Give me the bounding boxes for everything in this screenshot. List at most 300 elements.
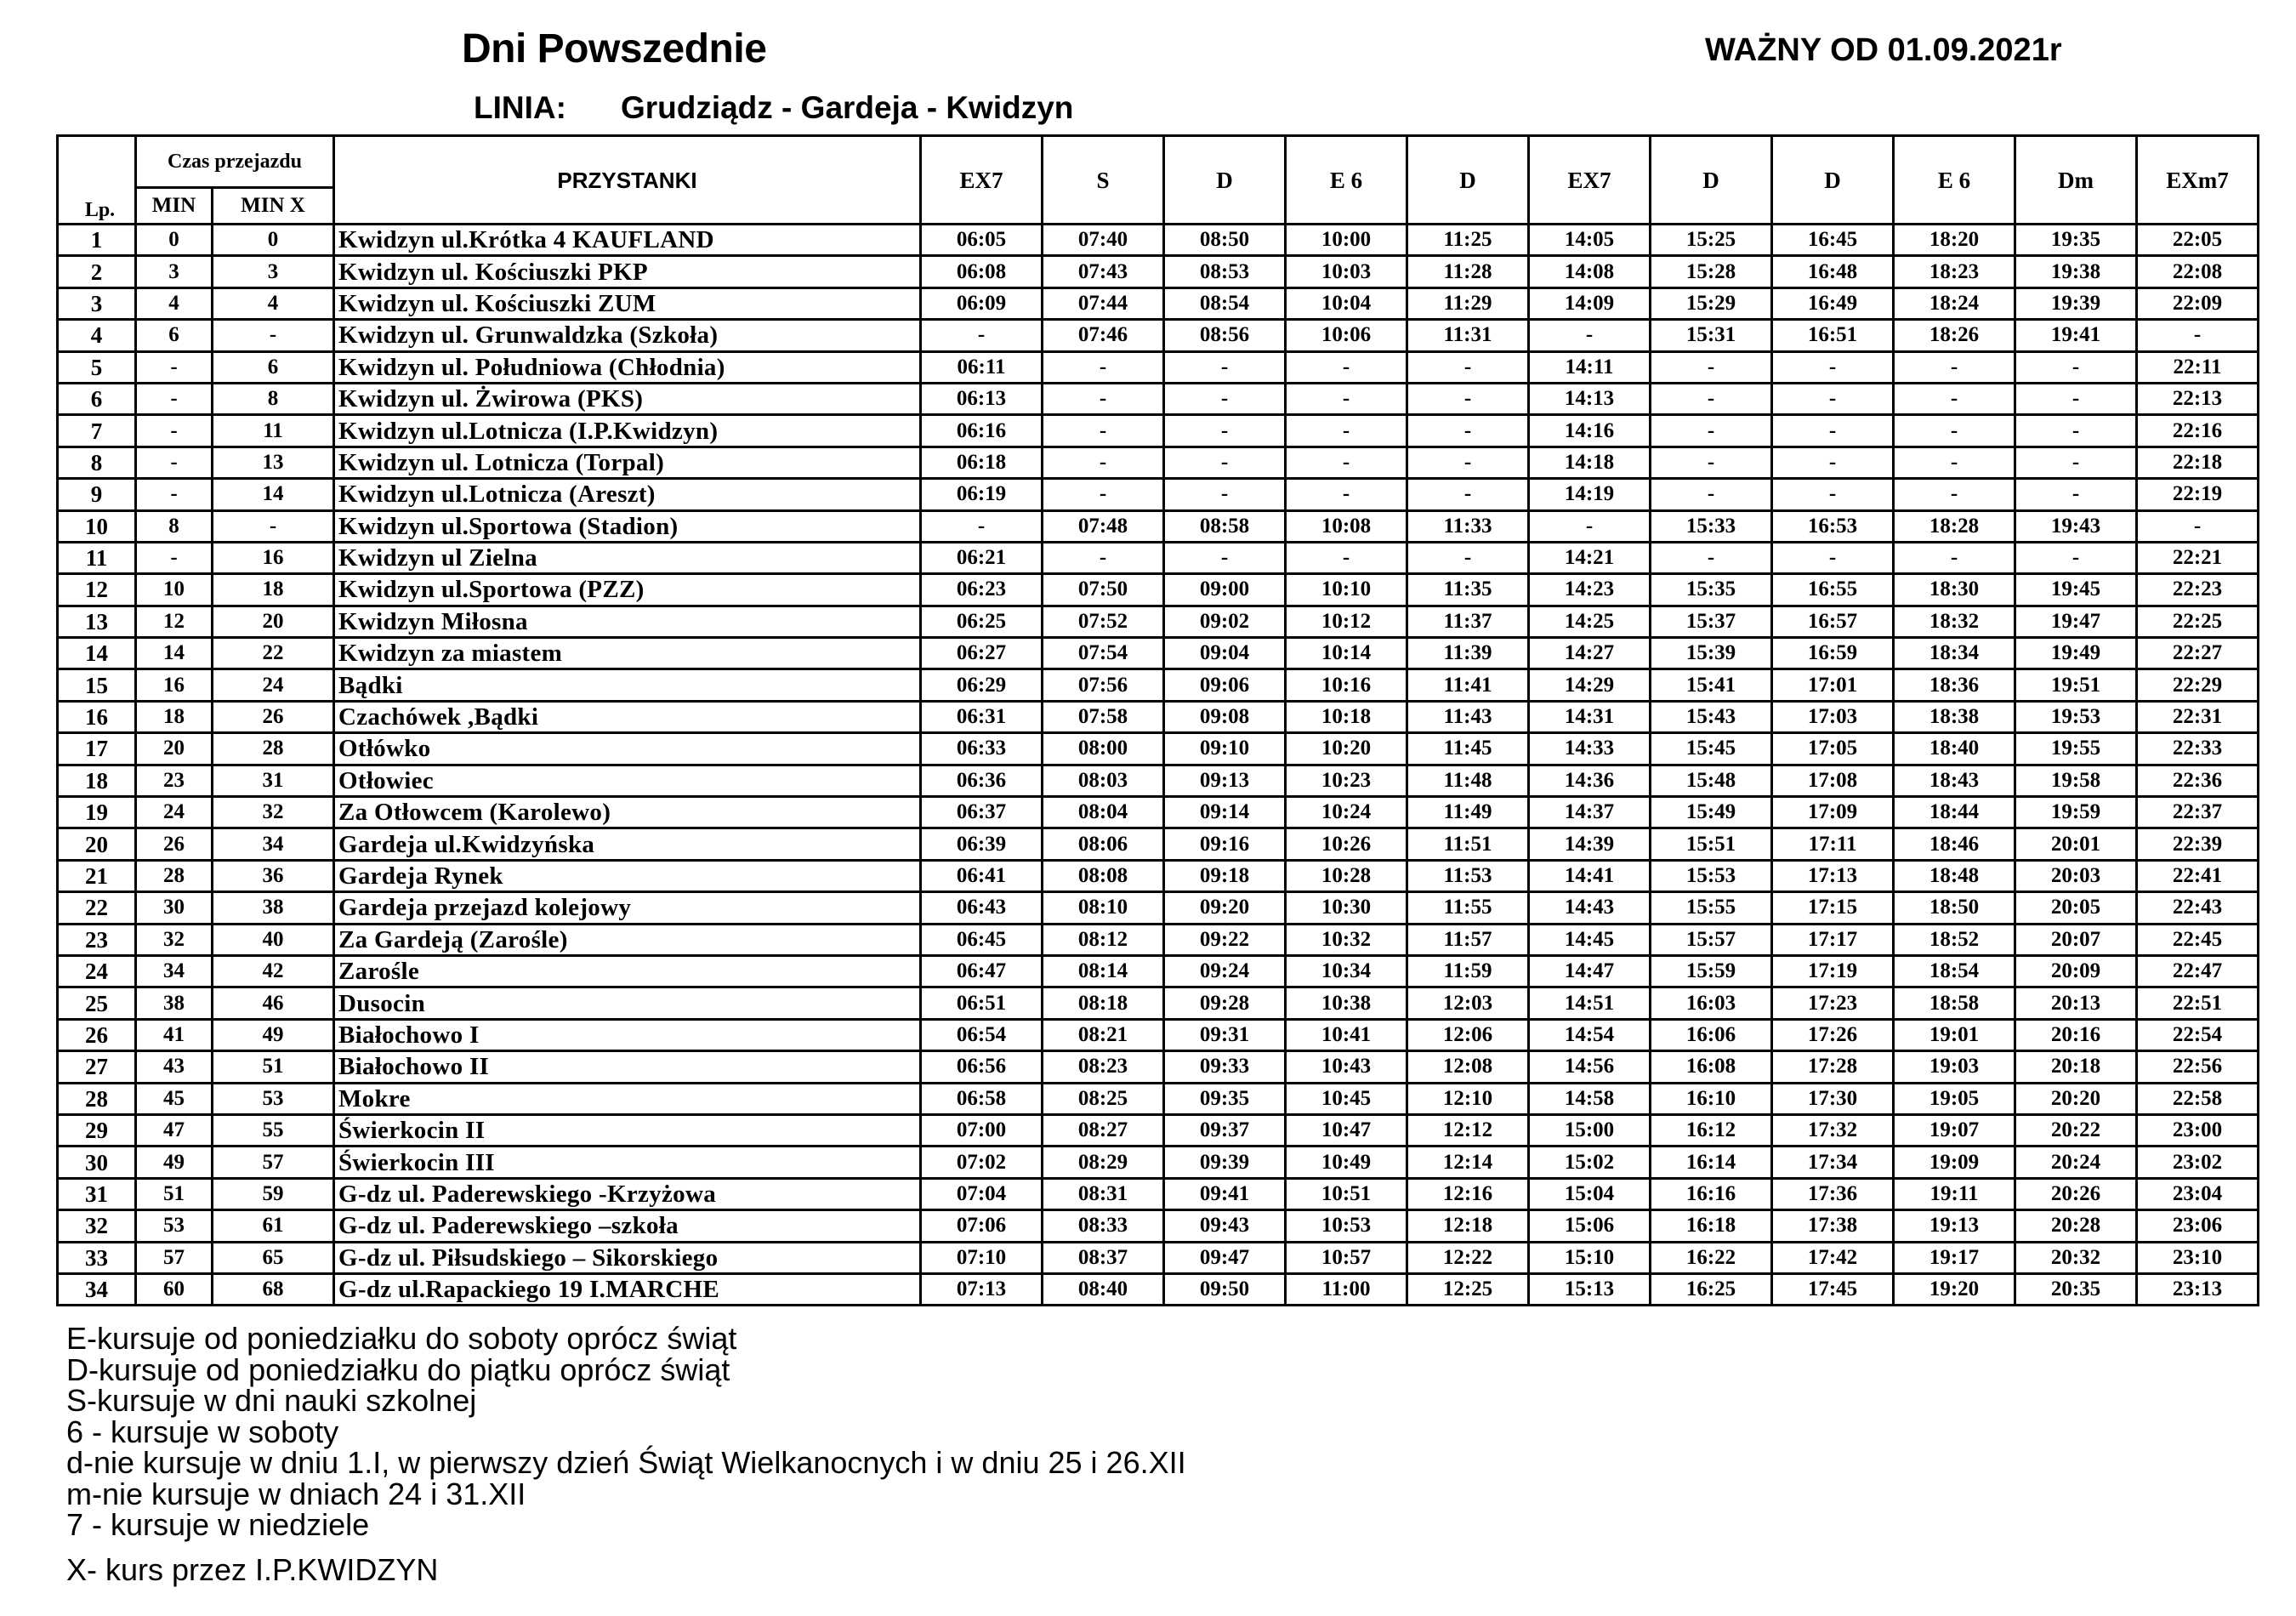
departure-time: 19:11 [1894, 1178, 2015, 1209]
departure-time: 22:18 [2137, 447, 2259, 478]
table-row [58, 638, 2259, 669]
row-number: 14 [58, 638, 136, 669]
departure-time: 18:26 [1894, 320, 2015, 351]
row-number: 31 [58, 1178, 136, 1209]
departure-time: - [1407, 447, 1529, 478]
departure-time: 18:44 [1894, 797, 2015, 828]
departure-time: - [1651, 351, 1772, 383]
table-row [58, 797, 2259, 828]
departure-time: 19:01 [1894, 1019, 2015, 1050]
travel-min-x: 20 [213, 606, 334, 637]
travel-min: - [136, 383, 213, 414]
travel-min: 34 [136, 955, 213, 987]
departure-time: 22:45 [2137, 924, 2259, 955]
departure-time: 09:39 [1164, 1147, 1286, 1178]
departure-time: 18:48 [1894, 860, 2015, 891]
travel-min-x: 26 [213, 701, 334, 732]
departure-time: 22:39 [2137, 828, 2259, 860]
departure-time: 15:04 [1529, 1178, 1651, 1209]
legend [66, 1323, 1186, 1585]
departure-time: 08:06 [1043, 828, 1164, 860]
departure-time: 08:53 [1164, 256, 1286, 287]
departure-time: 17:26 [1772, 1019, 1894, 1050]
travel-min-x: 22 [213, 638, 334, 669]
departure-time: 07:10 [921, 1242, 1043, 1273]
departure-time: 10:45 [1286, 1083, 1407, 1114]
table-row [58, 351, 2259, 383]
row-number: 12 [58, 574, 136, 606]
departure-time: 08:40 [1043, 1273, 1164, 1305]
travel-min-x: 28 [213, 733, 334, 765]
stop-name: Czachówek ,Bądki [334, 701, 921, 732]
departure-time: - [1043, 415, 1164, 447]
table-row [58, 542, 2259, 573]
table-row [58, 256, 2259, 287]
timetable-header [58, 136, 2259, 225]
legend-item: S-kursuje w dni nauki szkolnej [66, 1383, 477, 1418]
table-row [58, 1147, 2259, 1178]
departure-time: 15:43 [1651, 701, 1772, 732]
departure-time: - [1772, 447, 1894, 478]
table-row [58, 1273, 2259, 1305]
departure-time: 18:50 [1894, 892, 2015, 924]
table-row [58, 924, 2259, 955]
departure-time: 11:35 [1407, 574, 1529, 606]
departure-time: 09:20 [1164, 892, 1286, 924]
departure-time: - [1164, 351, 1286, 383]
row-number: 23 [58, 924, 136, 955]
departure-time: 06:51 [921, 987, 1043, 1019]
travel-min-x: 51 [213, 1051, 334, 1083]
departure-time: 20:32 [2015, 1242, 2137, 1273]
table-row [58, 479, 2259, 510]
travel-min: 60 [136, 1273, 213, 1305]
departure-time: 11:45 [1407, 733, 1529, 765]
row-number: 9 [58, 479, 136, 510]
travel-min-x: 3 [213, 256, 334, 287]
departure-time: 10:24 [1286, 797, 1407, 828]
departure-time: 11:57 [1407, 924, 1529, 955]
departure-time: 10:30 [1286, 892, 1407, 924]
departure-time: 09:43 [1164, 1210, 1286, 1242]
travel-min: 26 [136, 828, 213, 860]
departure-time: 18:28 [1894, 510, 2015, 542]
departure-time: 16:51 [1772, 320, 1894, 351]
departure-time: - [2015, 447, 2137, 478]
departure-time: 15:25 [1651, 225, 1772, 256]
departure-time: 22:51 [2137, 987, 2259, 1019]
departure-time: 09:18 [1164, 860, 1286, 891]
departure-time: 11:33 [1407, 510, 1529, 542]
departure-time: 11:31 [1407, 320, 1529, 351]
row-number: 21 [58, 860, 136, 891]
departure-time: 15:57 [1651, 924, 1772, 955]
departure-time: 17:45 [1772, 1273, 1894, 1305]
travel-min: - [136, 479, 213, 510]
departure-time: 19:43 [2015, 510, 2137, 542]
travel-min: 32 [136, 924, 213, 955]
departure-time: 10:08 [1286, 510, 1407, 542]
departure-time: 06:11 [921, 351, 1043, 383]
row-number: 11 [58, 542, 136, 573]
timetable [56, 134, 2259, 1306]
departure-time: 14:29 [1529, 669, 1651, 701]
stop-name: Za Otłowcem (Karolewo) [334, 797, 921, 828]
stop-name: Kwidzyn ul. Południowa (Chłodnia) [334, 351, 921, 383]
departure-time: 10:26 [1286, 828, 1407, 860]
departure-time: 20:07 [2015, 924, 2137, 955]
table-row [58, 669, 2259, 701]
departure-time: 15:41 [1651, 669, 1772, 701]
departure-time: 10:47 [1286, 1114, 1407, 1146]
departure-time: 16:03 [1651, 987, 1772, 1019]
departure-time: 15:13 [1529, 1273, 1651, 1305]
travel-min-x: 55 [213, 1114, 334, 1146]
departure-time: - [1894, 351, 2015, 383]
departure-time: 14:05 [1529, 225, 1651, 256]
departure-time: 22:29 [2137, 669, 2259, 701]
departure-time: 07:46 [1043, 320, 1164, 351]
travel-min: 38 [136, 987, 213, 1019]
departure-time: 09:06 [1164, 669, 1286, 701]
course-header: EX7 [921, 136, 1043, 225]
stop-name: Kwidzyn ul. Lotnicza (Torpal) [334, 447, 921, 478]
departure-time: - [1164, 447, 1286, 478]
departure-time: 11:48 [1407, 765, 1529, 796]
departure-time: 08:14 [1043, 955, 1164, 987]
departure-time: 20:09 [2015, 955, 2137, 987]
departure-time: 16:06 [1651, 1019, 1772, 1050]
departure-time: 17:42 [1772, 1242, 1894, 1273]
departure-time: 22:13 [2137, 383, 2259, 414]
row-number: 34 [58, 1273, 136, 1305]
departure-time: 19:07 [1894, 1114, 2015, 1146]
departure-time: 22:16 [2137, 415, 2259, 447]
valid-from-date: WAŻNY OD 01.09.2021r [1705, 32, 2062, 68]
departure-time: - [2015, 479, 2137, 510]
travel-min-x: 40 [213, 924, 334, 955]
departure-time: 07:02 [921, 1147, 1043, 1178]
departure-time: - [1894, 415, 2015, 447]
travel-min: 23 [136, 765, 213, 796]
departure-time: 14:36 [1529, 765, 1651, 796]
departure-time: 10:18 [1286, 701, 1407, 732]
departure-time: 19:05 [1894, 1083, 2015, 1114]
travel-min: - [136, 542, 213, 573]
travel-min-x: 65 [213, 1242, 334, 1273]
departure-time: 20:13 [2015, 987, 2137, 1019]
departure-time: 06:08 [921, 256, 1043, 287]
departure-time: 22:47 [2137, 955, 2259, 987]
course-header: EXm7 [2137, 136, 2259, 225]
departure-time: - [2137, 510, 2259, 542]
departure-time: 16:59 [1772, 638, 1894, 669]
departure-time: 08:12 [1043, 924, 1164, 955]
departure-time: 06:56 [921, 1051, 1043, 1083]
row-number: 16 [58, 701, 136, 732]
departure-time: 19:59 [2015, 797, 2137, 828]
travel-min: 30 [136, 892, 213, 924]
travel-min-x: 8 [213, 383, 334, 414]
travel-min: 4 [136, 287, 213, 319]
table-row [58, 860, 2259, 891]
stop-name: Kwidzyn ul.Sportowa (PZZ) [334, 574, 921, 606]
departure-time: 22:21 [2137, 542, 2259, 573]
travel-min: - [136, 415, 213, 447]
stop-name: Gardeja przejazd kolejowy [334, 892, 921, 924]
departure-time: 19:03 [1894, 1051, 2015, 1083]
table-row [58, 1083, 2259, 1114]
departure-time: 15:02 [1529, 1147, 1651, 1178]
departure-time: 16:10 [1651, 1083, 1772, 1114]
departure-time: 14:39 [1529, 828, 1651, 860]
departure-time: 14:43 [1529, 892, 1651, 924]
travel-min: 10 [136, 574, 213, 606]
departure-time: 22:56 [2137, 1051, 2259, 1083]
departure-time: - [1529, 320, 1651, 351]
stop-name: Kwidzyn ul. Kościuszki PKP [334, 256, 921, 287]
stop-name: Kwidzyn ul.Krótka 4 KAUFLAND [334, 225, 921, 256]
row-number: 19 [58, 797, 136, 828]
departure-time: 09:10 [1164, 733, 1286, 765]
stop-name: Kwidzyn ul.Sportowa (Stadion) [334, 510, 921, 542]
travel-min: 16 [136, 669, 213, 701]
departure-time: 12:10 [1407, 1083, 1529, 1114]
table-row [58, 828, 2259, 860]
departure-time: 15:45 [1651, 733, 1772, 765]
departure-time: - [1043, 479, 1164, 510]
departure-time: - [1772, 351, 1894, 383]
departure-time: 09:47 [1164, 1242, 1286, 1273]
table-row [58, 1242, 2259, 1273]
departure-time: 08:18 [1043, 987, 1164, 1019]
course-header: D [1772, 136, 1894, 225]
departure-time: 12:18 [1407, 1210, 1529, 1242]
departure-time: 20:05 [2015, 892, 2137, 924]
departure-time: 23:06 [2137, 1210, 2259, 1242]
departure-time: 14:25 [1529, 606, 1651, 637]
departure-time: 22:05 [2137, 225, 2259, 256]
travel-min-x: 31 [213, 765, 334, 796]
departure-time: - [1286, 383, 1407, 414]
row-number: 25 [58, 987, 136, 1019]
stop-name: Gardeja Rynek [334, 860, 921, 891]
departure-time: 16:16 [1651, 1178, 1772, 1209]
departure-time: 11:59 [1407, 955, 1529, 987]
departure-time: 10:20 [1286, 733, 1407, 765]
departure-time: 17:30 [1772, 1083, 1894, 1114]
row-number: 15 [58, 669, 136, 701]
departure-time: 18:40 [1894, 733, 2015, 765]
line-label: LINIA: [474, 90, 566, 125]
departure-time: 06:54 [921, 1019, 1043, 1050]
departure-time: 08:58 [1164, 510, 1286, 542]
course-header: D [1651, 136, 1772, 225]
departure-time: 12:16 [1407, 1178, 1529, 1209]
stop-name: Za Gardeją (Zarośle) [334, 924, 921, 955]
departure-time: 22:41 [2137, 860, 2259, 891]
departure-time: 10:38 [1286, 987, 1407, 1019]
stop-name: Kwidzyn ul. Grunwaldzka (Szkoła) [334, 320, 921, 351]
departure-time: - [2015, 542, 2137, 573]
departure-time: - [1772, 542, 1894, 573]
departure-time: 16:49 [1772, 287, 1894, 319]
stop-name: Świerkocin III [334, 1147, 921, 1178]
stop-name: Gardeja ul.Kwidzyńska [334, 828, 921, 860]
departure-time: 06:43 [921, 892, 1043, 924]
departure-time: 07:48 [1043, 510, 1164, 542]
travel-min-x: 68 [213, 1273, 334, 1305]
row-number: 28 [58, 1083, 136, 1114]
departure-time: 06:58 [921, 1083, 1043, 1114]
departure-time: 20:20 [2015, 1083, 2137, 1114]
departure-time: 22:37 [2137, 797, 2259, 828]
departure-time: 15:55 [1651, 892, 1772, 924]
table-row [58, 225, 2259, 256]
travel-min: - [136, 351, 213, 383]
departure-time: 22:11 [2137, 351, 2259, 383]
row-number: 29 [58, 1114, 136, 1146]
departure-time: 06:37 [921, 797, 1043, 828]
departure-time: 15:48 [1651, 765, 1772, 796]
travel-min-x: 61 [213, 1210, 334, 1242]
departure-time: 17:11 [1772, 828, 1894, 860]
departure-time: 06:29 [921, 669, 1043, 701]
departure-time: 16:22 [1651, 1242, 1772, 1273]
departure-time: 16:12 [1651, 1114, 1772, 1146]
departure-time: 12:06 [1407, 1019, 1529, 1050]
departure-time: 15:49 [1651, 797, 1772, 828]
departure-time: 23:02 [2137, 1147, 2259, 1178]
departure-time: 22:36 [2137, 765, 2259, 796]
departure-time: 16:08 [1651, 1051, 1772, 1083]
departure-time: 22:33 [2137, 733, 2259, 765]
departure-time: 11:49 [1407, 797, 1529, 828]
departure-time: 06:23 [921, 574, 1043, 606]
departure-time: 20:16 [2015, 1019, 2137, 1050]
departure-time: - [1286, 542, 1407, 573]
departure-time: 15:28 [1651, 256, 1772, 287]
departure-time: 06:45 [921, 924, 1043, 955]
departure-time: 16:57 [1772, 606, 1894, 637]
departure-time: 10:10 [1286, 574, 1407, 606]
row-number: 27 [58, 1051, 136, 1083]
departure-time: - [921, 320, 1043, 351]
departure-time: 07:43 [1043, 256, 1164, 287]
departure-time: 06:36 [921, 765, 1043, 796]
table-row [58, 415, 2259, 447]
departure-time: 10:32 [1286, 924, 1407, 955]
line-route: Grudziądz - Gardeja - Kwidzyn [620, 90, 1074, 125]
stop-name: Dusocin [334, 987, 921, 1019]
departure-time: 14:47 [1529, 955, 1651, 987]
departure-time: 09:14 [1164, 797, 1286, 828]
row-number: 3 [58, 287, 136, 319]
departure-time: 09:50 [1164, 1273, 1286, 1305]
row-number: 13 [58, 606, 136, 637]
stop-name: Kwidzyn ul Zielna [334, 542, 921, 573]
departure-time: 14:41 [1529, 860, 1651, 891]
travel-min: 3 [136, 256, 213, 287]
departure-time: 08:50 [1164, 225, 1286, 256]
departure-time: 09:35 [1164, 1083, 1286, 1114]
departure-time: 09:04 [1164, 638, 1286, 669]
departure-time: 19:35 [2015, 225, 2137, 256]
departure-time: 06:41 [921, 860, 1043, 891]
departure-time: 14:51 [1529, 987, 1651, 1019]
departure-time: 14:33 [1529, 733, 1651, 765]
row-number: 2 [58, 256, 136, 287]
departure-time: 10:49 [1286, 1147, 1407, 1178]
travel-min-x: 49 [213, 1019, 334, 1050]
travel-min-x: 38 [213, 892, 334, 924]
departure-time: 15:06 [1529, 1210, 1651, 1242]
departure-time: - [2015, 383, 2137, 414]
departure-time: 11:28 [1407, 256, 1529, 287]
departure-time: - [1894, 447, 2015, 478]
departure-time: 17:38 [1772, 1210, 1894, 1242]
departure-time: 19:13 [1894, 1210, 2015, 1242]
travel-min: 20 [136, 733, 213, 765]
departure-time: 22:54 [2137, 1019, 2259, 1050]
departure-time: 19:49 [2015, 638, 2137, 669]
travel-min-x: 11 [213, 415, 334, 447]
departure-time: 19:17 [1894, 1242, 2015, 1273]
departure-time: 16:55 [1772, 574, 1894, 606]
stop-name: G-dz ul. Piłsudskiego – Sikorskiego [334, 1242, 921, 1273]
departure-time: - [1894, 479, 2015, 510]
departure-time: 22:23 [2137, 574, 2259, 606]
stop-name: Mokre [334, 1083, 921, 1114]
departure-time: - [1651, 383, 1772, 414]
departure-time: 07:06 [921, 1210, 1043, 1242]
departure-time: 11:39 [1407, 638, 1529, 669]
table-row [58, 606, 2259, 637]
departure-time: 11:29 [1407, 287, 1529, 319]
departure-time: - [1407, 383, 1529, 414]
departure-time: - [1164, 542, 1286, 573]
row-number: 33 [58, 1242, 136, 1273]
departure-time: 08:03 [1043, 765, 1164, 796]
departure-time: 14:31 [1529, 701, 1651, 732]
departure-time: 10:04 [1286, 287, 1407, 319]
departure-time: 19:45 [2015, 574, 2137, 606]
departure-time: 17:17 [1772, 924, 1894, 955]
departure-time: 10:43 [1286, 1051, 1407, 1083]
departure-time: 08:08 [1043, 860, 1164, 891]
travel-min-x: 34 [213, 828, 334, 860]
departure-time: 17:23 [1772, 987, 1894, 1019]
travel-min-x: 16 [213, 542, 334, 573]
row-number: 10 [58, 510, 136, 542]
departure-time: - [1286, 351, 1407, 383]
departure-time: 22:27 [2137, 638, 2259, 669]
departure-time: 15:53 [1651, 860, 1772, 891]
departure-time: 18:36 [1894, 669, 2015, 701]
course-header: EX7 [1529, 136, 1651, 225]
stop-name: Kwidzyn za miastem [334, 638, 921, 669]
departure-time: 08:00 [1043, 733, 1164, 765]
departure-time: 22:25 [2137, 606, 2259, 637]
departure-time: 11:55 [1407, 892, 1529, 924]
departure-time: 14:11 [1529, 351, 1651, 383]
table-row [58, 765, 2259, 796]
travel-min: 43 [136, 1051, 213, 1083]
departure-time: 18:46 [1894, 828, 2015, 860]
stop-name: G-dz ul.Rapackiego 19 I.MARCHE [334, 1273, 921, 1305]
departure-time: 09:31 [1164, 1019, 1286, 1050]
departure-time: 16:18 [1651, 1210, 1772, 1242]
